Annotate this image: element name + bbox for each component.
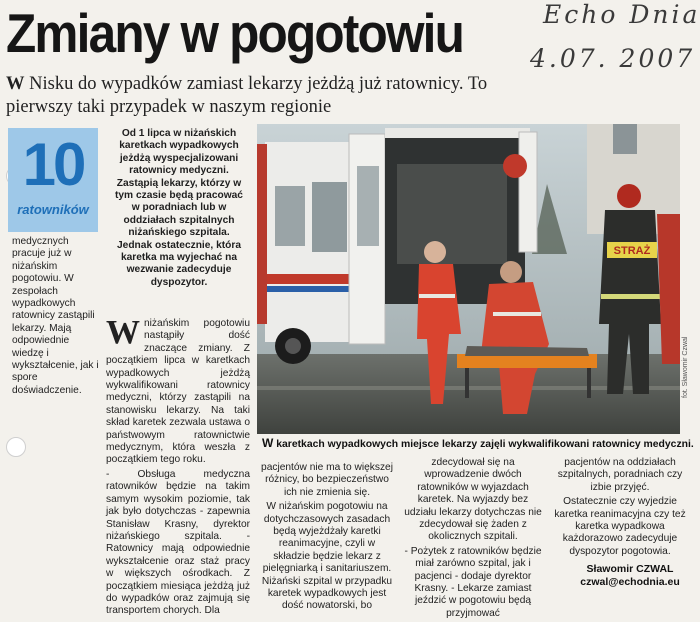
lead-paragraph: Od 1 lipca w niżańskich karetkach wypadkowych jeżdżą wyspecjalizowani ratownicy medyczni. Zastąpią lekarzy, którzy w tym czasie będą pracować w poradniach lub w oddziałach szpitalnych niżańskiego szpitala. Jednak ostatecznie, która karetka ma wyjechać na wezwanie zadecyduje dyspozytor. [115, 128, 243, 288]
headline: Zmiany w pogotowiu [6, 2, 464, 64]
caption-dropcap: W [262, 436, 274, 450]
body-column-2 [260, 462, 394, 615]
subhead-dropcap: W [6, 74, 25, 94]
handwritten-date-note: 4.07. 2007 [530, 44, 696, 73]
photo-credit: fot. Sławomir Czwal [682, 336, 689, 398]
vest-label: STRAŻ [613, 245, 651, 257]
body-dropcap: W [106, 314, 140, 351]
caption-text: karetkach wypadkowych miejsce lekarzy zajęli wykwalifikowani ratownicy medyczni. [273, 439, 694, 450]
author-email: czwal@echodnia.eu [580, 576, 680, 588]
subhead-text: Nisku do wypadków zamiast lekarzy jeżdżą już ratownicy. To pierwszy taki przypadek w naszym regionie [6, 74, 488, 117]
body-paragraph-quote: - Obsługa medyczna ratowników będzie na takim samym wysokim poziomie, tak jak było dotychczas - zapewnia Stanisław Krasny, dyrektor niżańskiego szpitala. - Ratownicy mają odpowiednie wykształcenie oraz staż pracy w większych ośrodkach. Z początkiem miesiąca jeżdżą już do wypadków oraz zajmują się transportem chorych. Dla [106, 468, 250, 617]
side-column: medycznych pracuje już w niżańskim pogotowiu. W zespołach wypadkowych ratownicy zastąpili lekarzy. Mają odpowiednie wiedzę i wykształcenie, jak i spore doświadczenie. [12, 236, 99, 396]
stat-badge [8, 128, 98, 232]
stat-badge-number: 10 [22, 131, 84, 198]
body-text: niżańskim pogotowiu nastąpiły dość znaczące zmiany. Z początkiem lipca w karetkach wypadkowych jeżdżą wykwalifikowani ratownicy medyczni, którzy zastąpili na stanowisku lekarzy. Na taki skład karetek zezwala ustawa o państwowym ratownictwie medycznym, która weszła z początkiem tego roku. [106, 318, 250, 466]
punch-hole-bottom [6, 437, 26, 457]
body-paragraph: W niżańskim pogotowiu na dotychczasowych zasadach będą wyjeżdżały karetki reanimacyjne, czyli w składzie będzie lekarz z pielęgniarką i sanitariuszem. Niżański szpital w przypadku karetek wypadkowych jest dość nowatorski, bo [261, 501, 393, 612]
body-paragraph [106, 314, 250, 467]
article-photo [257, 124, 680, 434]
handwritten-source-note: Echo Dnia [543, 0, 700, 29]
body-paragraph: Ostatecznie czy wyjedzie karetka reanimacyjna czy też karetka wypadkowa każdorazowo zadecyduje dyspozytor pogotowia. [554, 496, 686, 557]
photo-caption [262, 436, 692, 450]
author-name: Sławomir CZWAL [586, 563, 674, 575]
author-signature [568, 563, 692, 589]
body-column-1 [106, 314, 250, 620]
stat-badge-label: ratowników [17, 202, 89, 217]
body-column-4 [550, 457, 690, 560]
body-column-3 [404, 457, 542, 622]
subheadline [6, 73, 526, 119]
body-paragraph: pacjentów nie ma to większej różnicy, bo bezpieczeństwo ich nie zmienia się. [261, 462, 393, 498]
body-paragraph: pacjentów na oddziałach szpitalnych, poradniach czy izbie przyjęć. [557, 457, 683, 493]
ambulance-scene-illustration [257, 124, 680, 434]
body-paragraph: - Pożytek z ratowników będzie miał zarówno szpital, jak i pacjenci - dodaje dyrektor Krasny. - Lekarze zamiast jeździć w pogotowiu będą przyjmować [404, 545, 542, 619]
body-paragraph: zdecydował się na wprowadzenie dwóch ratowników w wyjazdach karetek. Na wyjazdy bez udziału lekarzy dotychczas nie zdecydował się żaden z okolicznych szpitali. [404, 457, 542, 543]
